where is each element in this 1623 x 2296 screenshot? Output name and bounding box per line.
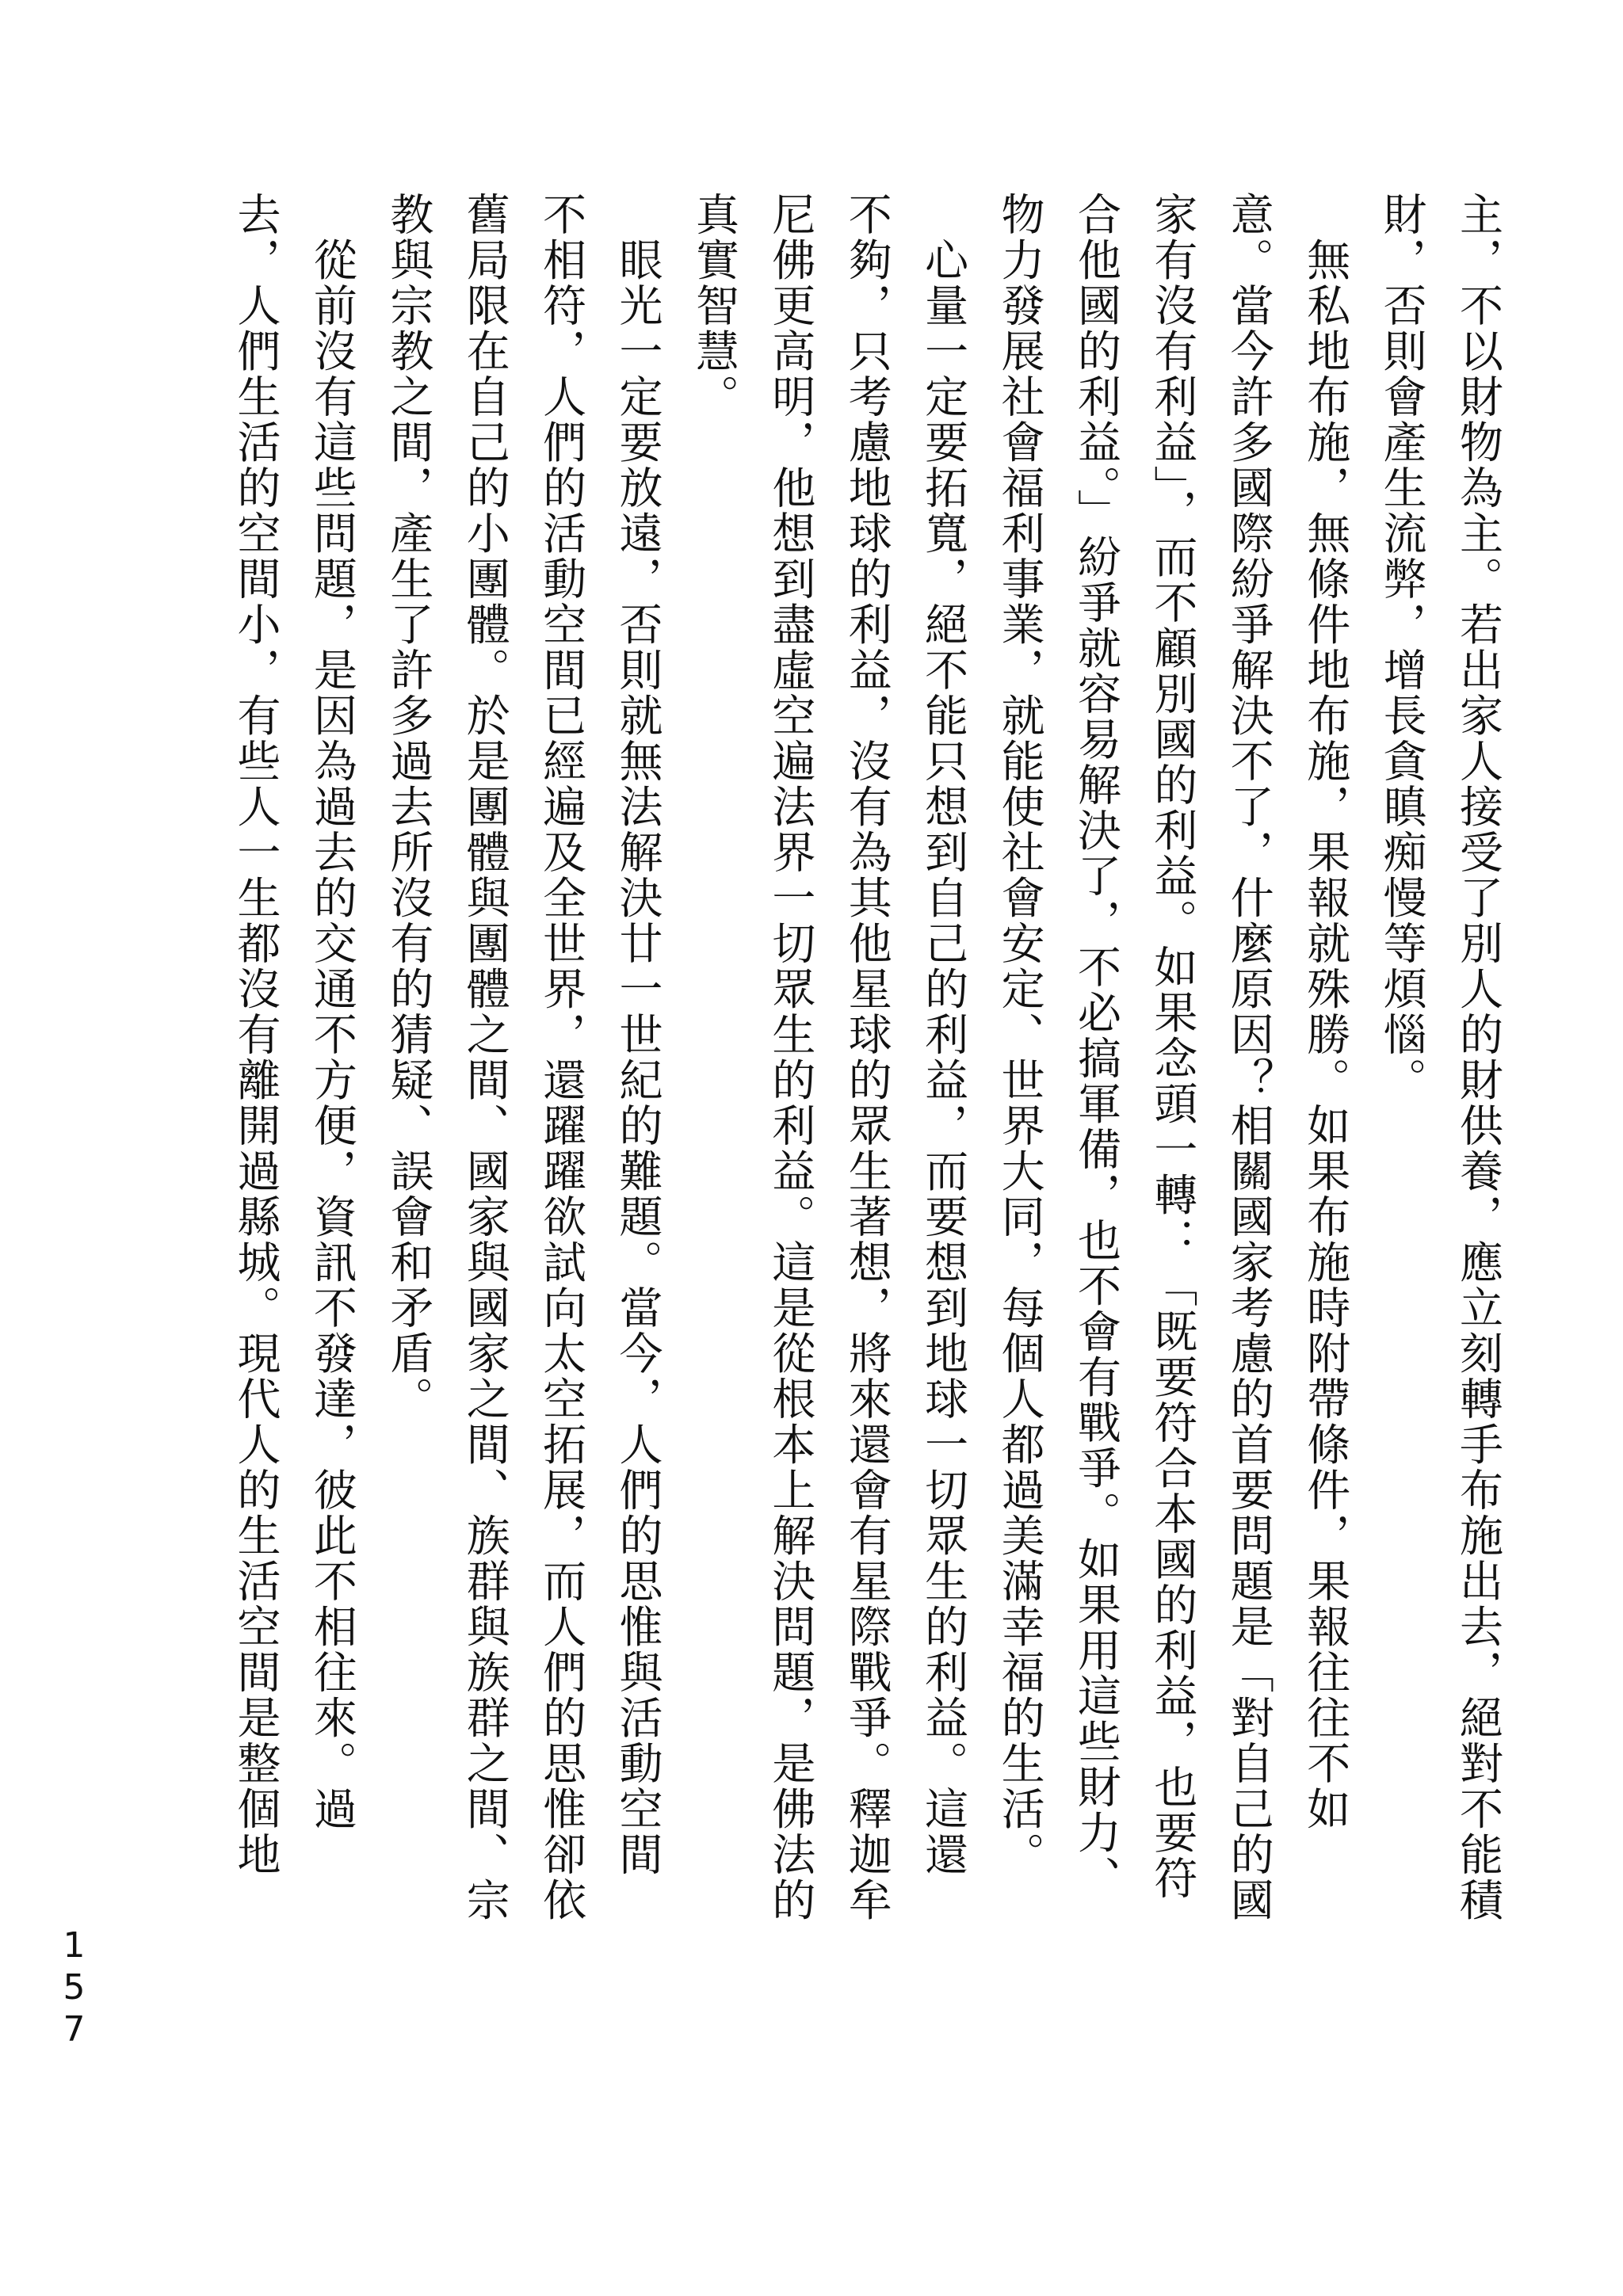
body-text: [217, 192, 1516, 2188]
text-line: 心量一定要拓寬，絕不能只想到自己的利益，而要想到地球一切眾生的利益。這還: [918, 192, 969, 1878]
text-line: 去，人們生活的空間小，有些人一生都沒有離開過縣城。現代人的生活空間是整個地: [230, 192, 281, 1878]
text-line: 物力發展社會福利事業，就能使社會安定、世界大同，每個人都過美滿幸福的生活。: [994, 192, 1045, 1878]
text-line: 舊局限在自己的小團體。於是團體與團體之間、國家與國家之間、族群與族群之間、宗: [459, 192, 510, 1923]
text-line: 意。當今許多國際紛爭解決不了，什麼原因？相關國家考慮的首要問題是「對自己的國: [1223, 192, 1274, 1923]
text-line: 從前沒有這些問題，是因為過去的交通不方便，資訊不發達，彼此不相往來。過: [306, 192, 357, 1832]
text-line: 主，不以財物為主。若出家人接受了別人的財供養，應立刻轉手布施出去，絕對不能積: [1453, 192, 1503, 1923]
text-line: 尼佛更高明，他想到盡虛空遍法界一切眾生的利益。這是從根本上解決問題，是佛法的: [765, 192, 816, 1923]
text-line: 合他國的利益。」紛爭就容易解決了，不必搞軍備，也不會有戰爭。如果用這些財力、: [1070, 192, 1121, 1901]
text-line: 不夠，只考慮地球的利益，沒有為其他星球的眾生著想，將來還會有星際戰爭。釋迦牟: [841, 192, 892, 1923]
page-number: 157: [54, 1925, 94, 2051]
text-line: 家有沒有利益」，而不顧別國的利益。如果念頭一轉：「既要符合本國的利益，也要符: [1147, 192, 1198, 1901]
text-line: 不相符，人們的活動空間已經遍及全世界，還躍躍欲試向太空拓展，而人們的思惟卻依: [536, 192, 587, 1923]
text-line: 無私地布施，無條件地布施，果報就殊勝。如果布施時附帶條件，果報往往不如: [1300, 192, 1351, 1832]
text-line: 眼光一定要放遠，否則就無法解決廿一世紀的難題。當今，人們的思惟與活動空間: [612, 192, 663, 1878]
text-line: 真實智慧。: [688, 192, 739, 420]
text-line: 財，否則會產生流弊，增長貪瞋痴慢等煩惱。: [1376, 192, 1427, 1103]
text-line: 教與宗教之間，產生了許多過去所沒有的猜疑、誤會和矛盾。: [383, 192, 434, 1422]
